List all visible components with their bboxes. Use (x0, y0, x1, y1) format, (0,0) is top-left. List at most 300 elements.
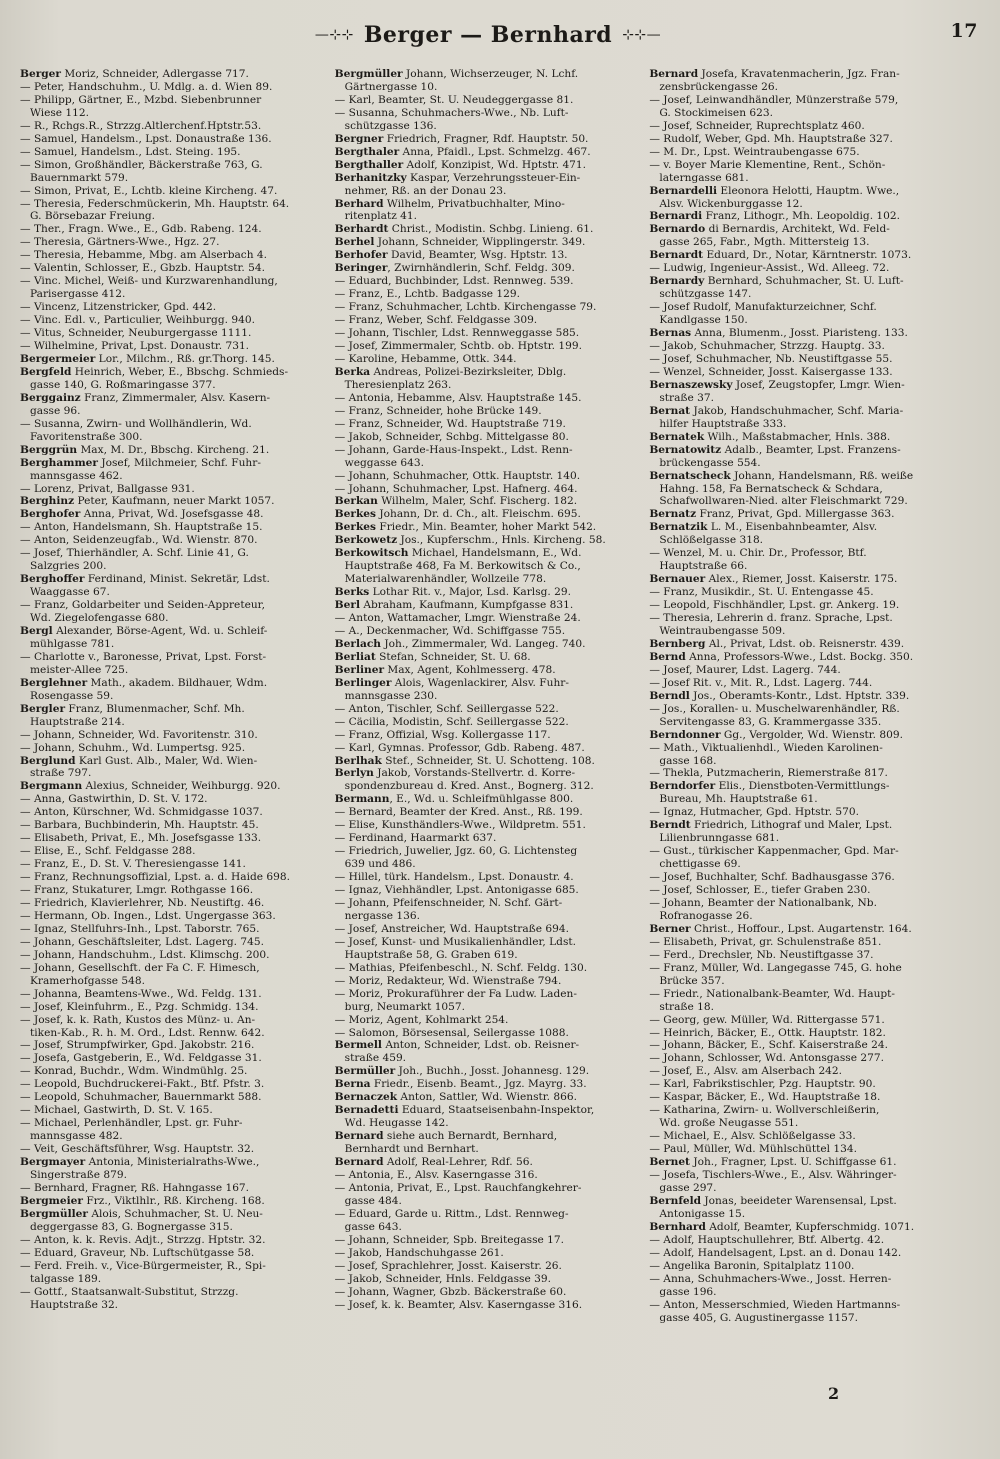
directory-entry (649, 716, 956, 729)
entry-text: weggasse 643. (344, 456, 424, 469)
entry-text: , E., Wd. u. Schleifmühlgasse 800. (389, 793, 574, 806)
directory-entry (335, 664, 642, 677)
directory-entry (649, 366, 956, 379)
entry-surname: Bergmüller (20, 1207, 88, 1220)
entry-surname: Berhard (334, 197, 384, 210)
directory-entry (20, 146, 327, 159)
entry-surname: Bergmüller (334, 68, 403, 80)
directory-entry (649, 249, 956, 262)
entry-text: — Johann, Schlosser, Wd. Antonsgasse 277. (649, 1052, 884, 1065)
entry-text: brückengasse 554. (659, 456, 761, 469)
entry-text: — Ignaz, Viehhändler, Lpst. Antonigasse 685. (334, 884, 579, 897)
entry-text: Christ., Modistin. Schbg. Linieng. 61. (388, 223, 594, 236)
entry-text: — Jakob, Schneider, Schbg. Mittelgasse 80. (334, 430, 569, 443)
entry-surname: Berghofer (20, 508, 81, 521)
directory-entry (649, 806, 956, 819)
entry-text: — Georg, gew. Müller, Wd. Rittergasse 571. (649, 1013, 885, 1026)
entry-text: — Josef, Strumpfwirker, Gpd. Jakobstr. 216. (20, 1039, 255, 1052)
entry-text: Michael, Handelsmann, E., Wd. (408, 547, 582, 560)
directory-entry (20, 1260, 327, 1273)
directory-entry (335, 625, 642, 638)
entry-surname: Berlyn (334, 767, 374, 780)
directory-entry (20, 1182, 327, 1195)
entry-text: Josefa, Kravatenmacherin, Jgz. Fran- (698, 68, 900, 80)
directory-entry (20, 910, 327, 923)
entry-text: — Anna, Schuhmachers-Wwe., Josst. Herren- (649, 1272, 892, 1285)
directory-entry (20, 1286, 327, 1299)
directory-entry (649, 742, 956, 755)
entry-surname: Bernas (649, 327, 692, 340)
entry-text: Lothar Rit. v., Major, Lsd. Karlsg. 29. (369, 586, 571, 599)
entry-text: Wiese 112. (30, 106, 90, 119)
directory-entry (649, 495, 956, 508)
directory-entry (335, 612, 642, 625)
entry-text: — Theresia, Lehrerin d. franz. Sprache, Lpst. (649, 612, 893, 625)
entry-text: Josef, Milchmeier, Schf. Fuhr- (98, 456, 261, 469)
entry-text: Elis., Dienstboten-Vermittlungs- (715, 780, 890, 793)
entry-text: Anna, Blumenm., Josst. Piaristeng. 133. (691, 327, 908, 340)
entry-text: — Johann, Tischler, Ldst. Rennweggasse 585. (334, 327, 580, 340)
entry-text: Materialwarenhändler, Wollzeile 778. (344, 573, 547, 586)
entry-surname: Berhardt (334, 223, 389, 236)
directory-entry (335, 742, 642, 755)
entry-text: — Franz, E., Lchtb. Badgasse 129. (334, 288, 520, 301)
entry-text: — Johann, Schuhmacher, Ottk. Hauptstr. 140. (334, 469, 581, 482)
directory-entry (335, 236, 642, 249)
directory-entry (20, 897, 327, 910)
entry-text: — Vinc. Edl. v., Particulier, Weihburgg. 940. (20, 314, 255, 327)
directory-entry (20, 780, 327, 793)
entry-text: — Elisabeth, Privat, gr. Schulenstraße 851. (649, 935, 882, 948)
directory-entry (20, 495, 327, 508)
directory-entry (335, 159, 642, 172)
directory-entry (649, 729, 956, 742)
entry-text: — Johanna, Beamtens-Wwe., Wd. Feldg. 131. (20, 987, 262, 1000)
entry-surname: Berlhak (334, 754, 382, 767)
directory-entry (20, 819, 327, 832)
entry-text: Hauptstraße 214. (30, 715, 125, 728)
entry-text: — Susanna, Zwirn- und Wollhändlerin, Wd. (20, 417, 252, 430)
entry-surname: Berks (334, 586, 370, 599)
entry-text: — Josef, Schlosser, E., tiefer Graben 230. (649, 884, 871, 897)
entry-surname: Bernfeld (649, 1194, 702, 1207)
directory-entry (335, 314, 642, 327)
directory-entry (649, 1130, 956, 1143)
entry-surname: Berner (649, 922, 691, 935)
entry-surname: Bermell (334, 1039, 382, 1052)
directory-entry (335, 573, 642, 586)
entry-text: Adalb., Beamter, Lpst. Franzens- (721, 443, 901, 456)
directory-entry (20, 1156, 327, 1169)
entry-text: meister-Allee 725. (30, 663, 129, 676)
entry-text: — Theresia, Federschmückerin, Mh. Hauptstr. 64. (20, 197, 290, 210)
directory-entry (649, 1273, 956, 1286)
directory-entry (20, 664, 327, 677)
directory-entry (20, 936, 327, 949)
directory-entry (649, 962, 956, 975)
directory-entry (335, 1104, 642, 1117)
directory-entry (649, 1221, 956, 1234)
entry-text: — Ludwig, Ingenieur-Assist., Wd. Alleeg. 72. (649, 262, 890, 275)
entry-text: chettigasse 69. (659, 858, 741, 871)
directory-entry (649, 81, 956, 94)
directory-entry (649, 560, 956, 573)
entry-text: Theresienplatz 263. (344, 378, 452, 391)
entry-text: — Josef, E., Alsv. am Alserbach 242. (649, 1065, 843, 1078)
entry-text: — Theresia, Hebamme, Mbg. am Alserbach 4. (20, 249, 268, 262)
entry-surname: Bernardt (649, 249, 704, 262)
entry-text: — Franz, Weber, Schf. Feldgasse 309. (334, 314, 538, 327)
entry-text: Jakob, Vorstands-Stellvertr. d. Korre- (373, 767, 576, 780)
column-2 (335, 68, 642, 1324)
directory-entry (649, 1286, 956, 1299)
entry-text: Anton, Schneider, Ldst. ob. Reisner- (381, 1039, 580, 1052)
directory-entry (335, 1286, 642, 1299)
directory-entry (20, 185, 327, 198)
directory-entry (335, 444, 642, 457)
directory-entry (649, 1091, 956, 1104)
directory-entry (649, 521, 956, 534)
directory-entry (649, 1143, 956, 1156)
entry-text: schützgasse 136. (344, 119, 437, 132)
directory-entry (20, 1001, 327, 1014)
entry-text: gasse 168. (659, 754, 717, 767)
directory-entry (335, 819, 642, 832)
entry-surname: Berndl (649, 689, 690, 702)
entry-text: G. Stockimeisen 623. (659, 106, 773, 119)
directory-entry (335, 793, 642, 806)
directory-entry (649, 1156, 956, 1169)
entry-text: — Wenzel, M. u. Chir. Dr., Professor, Btf. (649, 547, 867, 560)
directory-entry (649, 1065, 956, 1078)
directory-entry (335, 483, 642, 496)
entry-surname: Bernaczek (334, 1091, 398, 1104)
entry-text: — Josef, k. k. Rath, Kustos des Münz- u. An- (20, 1013, 256, 1026)
entry-text: Jos., Oberamts-Kontr., Ldst. Hptstr. 339. (689, 689, 910, 702)
entry-text: — Eduard, Garde u. Rittm., Ldst. Rennweg- (334, 1207, 569, 1220)
directory-entry (649, 1027, 956, 1040)
entry-text: — Susanna, Schuhmachers-Wwe., Nb. Luft- (334, 106, 569, 119)
directory-entry (649, 236, 956, 249)
entry-text: Anna, Pfaidl., Lpst. Schmelzg. 467. (399, 145, 591, 158)
directory-entry (335, 703, 642, 716)
directory-entry (335, 858, 642, 871)
directory-entry (649, 418, 956, 431)
entry-surname: Berliner (334, 663, 385, 676)
directory-entry (649, 1247, 956, 1260)
directory-entry (20, 314, 327, 327)
directory-entry (20, 236, 327, 249)
entry-text: — Simon, Privat, E., Lchtb. kleine Kircheng. 47. (20, 184, 278, 197)
directory-entry (335, 262, 642, 275)
directory-entry (335, 1052, 642, 1065)
entry-text: — Philipp, Gärtner, E., Mzbd. Siebenbrunner (20, 93, 262, 106)
directory-entry (649, 638, 956, 651)
entry-surname: Berndt (649, 819, 691, 832)
entry-text: David, Beamter, Wsg. Hptstr. 13. (387, 249, 568, 262)
entry-text: nehmer, Rß. an der Donau 23. (344, 184, 507, 197)
entry-text: Wilhelm, Maler, Schf. Fischerg. 182. (377, 495, 578, 508)
entry-text: Franz, Privat, Gpd. Millergasse 363. (696, 508, 895, 521)
entry-text: Rofranogasse 26. (659, 909, 753, 922)
entry-surname: Bernd (649, 650, 686, 663)
entry-text: Johann, Schneider, Wipplingerstr. 349. (374, 236, 586, 249)
directory-entry (649, 1195, 956, 1208)
entry-surname: Bernardelli (649, 184, 717, 197)
entry-surname: Bergler (20, 702, 66, 715)
entry-text: — Bernard, Beamter der Kred. Anst., Rß. 199. (334, 806, 583, 819)
entry-text: Wd. Heugasse 142. (344, 1117, 449, 1130)
entry-text: — Hillel, türk. Handelsm., Lpst. Donaustr. 4. (334, 871, 574, 884)
directory-entry (335, 716, 642, 729)
directory-entry (20, 431, 327, 444)
directory-entry (20, 729, 327, 742)
directory-entry (649, 327, 956, 340)
directory-entry (649, 457, 956, 470)
directory-entry (335, 1182, 642, 1195)
entry-text: Favoritenstraße 300. (30, 430, 143, 443)
directory-entry (335, 198, 642, 211)
directory-entry (20, 107, 327, 120)
directory-entry (20, 172, 327, 185)
entry-surname: Berhofer (334, 249, 388, 262)
directory-entry (649, 392, 956, 405)
entry-text: burg, Neumarkt 1057. (344, 1000, 466, 1013)
entry-surname: Berggainz (20, 391, 81, 404)
entry-surname: Bernberg (649, 637, 706, 650)
entry-surname: Bergmeier (20, 1194, 83, 1207)
entry-text: — Johann, Wagner, Gbzb. Bäckerstraße 60. (334, 1285, 567, 1298)
entry-surname: Bergl (20, 624, 53, 637)
entry-text: Antonia, Ministerialraths-Wwe., (85, 1156, 260, 1169)
entry-text: — Friedr., Nationalbank-Beamter, Wd. Haupt- (649, 987, 896, 1000)
entry-text: — Karl, Gymnas. Professor, Gdb. Rabeng. 487. (334, 741, 585, 754)
directory-entry (20, 962, 327, 975)
entry-text: — Ferd., Drechsler, Nb. Neustiftgasse 37. (649, 948, 874, 961)
directory-entry (335, 379, 642, 392)
directory-entry (20, 198, 327, 211)
directory-entry (20, 81, 327, 94)
entry-surname: Berna (334, 1078, 371, 1091)
directory-entry (335, 599, 642, 612)
directory-entry (649, 858, 956, 871)
directory-entry (335, 1001, 642, 1014)
directory-entry (649, 923, 956, 936)
directory-entry (649, 677, 956, 690)
entry-text: Adolf, Real-Lehrer, Rdf. 56. (383, 1156, 533, 1169)
directory-entry (20, 470, 327, 483)
directory-entry (20, 1104, 327, 1117)
entry-text: spondenzbureau d. Kred. Anst., Bognerg. 312. (344, 780, 594, 793)
entry-text: — Elisabeth, Privat, E., Mh. Josefsgasse 133. (20, 832, 262, 845)
directory-entry (335, 1117, 642, 1130)
entry-surname: Bernaszewsky (649, 378, 733, 391)
directory-entry (649, 314, 956, 327)
entry-text: — Jakob, Schuhmacher, Strzzg. Hauptg. 33. (649, 340, 885, 353)
entry-text: — Johann, Beamter der Nationalbank, Nb. (649, 897, 877, 909)
entry-text: — Josef, Thierhändler, A. Schf. Linie 41, G. (20, 547, 249, 560)
directory-entry (649, 793, 956, 806)
entry-text: — Konrad, Buchdr., Wdm. Windmühlg. 25. (20, 1065, 248, 1078)
entry-text: — R., Rchgs.R., Strzzg.Altlerchenf.Hptstr.53. (20, 119, 262, 132)
directory-entry (20, 1143, 327, 1156)
entry-text: Alois, Schuhmacher, St. U. Neu- (87, 1207, 263, 1220)
entry-text: — Elise, E., Schf. Feldgasse 288. (20, 845, 196, 858)
entry-text: Andreas, Polizei-Bezirksleiter, Dblg. (370, 365, 567, 378)
directory-entry (649, 832, 956, 845)
directory-entry (20, 1052, 327, 1065)
directory-entry (649, 884, 956, 897)
entry-text: — Johann, Schuhm., Wd. Lumpertsg. 925. (20, 741, 246, 754)
directory-entry (335, 172, 642, 185)
directory-entry (649, 1104, 956, 1117)
directory-entry (20, 638, 327, 651)
directory-entry (335, 1234, 642, 1247)
directory-entry (20, 159, 327, 172)
directory-entry (20, 457, 327, 470)
directory-entry (20, 1234, 327, 1247)
entry-text: — Vinc. Michel, Weiß- und Kurzwarenhandlung, (20, 275, 278, 288)
directory-entry (20, 1078, 327, 1091)
directory-entry (335, 94, 642, 107)
directory-entry (20, 884, 327, 897)
entry-text: — Karoline, Hebamme, Ottk. 344. (334, 352, 517, 365)
entry-text: — Josefa, Gastgeberin, E., Wd. Feldgasse 31. (20, 1052, 262, 1065)
directory-entry (649, 612, 956, 625)
directory-entry (20, 1247, 327, 1260)
directory-entry (649, 340, 956, 353)
entry-text: Parisergasse 412. (30, 288, 126, 301)
directory-entry (335, 949, 642, 962)
directory-entry (649, 146, 956, 159)
entry-text: — Mathias, Pfeifenbeschl., N. Schf. Feldg. 130. (334, 961, 588, 974)
directory-entry (20, 703, 327, 716)
entry-text: — Elise, Kunsthändlers-Wwe., Wildpretm. 551. (334, 819, 586, 832)
entry-text: — Anton, Handelsmann, Sh. Hauptstraße 15. (20, 521, 263, 534)
directory-entry (649, 223, 956, 236)
entry-text: Josef, Zeugstopfer, Lmgr. Wien- (732, 378, 905, 391)
entry-text: Rosengasse 59. (30, 689, 114, 702)
entry-surname: Berghoffer (20, 573, 85, 586)
directory-entry (20, 677, 327, 690)
entry-text: Stef., Schneider, St. U. Schotteng. 108. (381, 754, 595, 767)
entry-text: Moriz, Schneider, Adlergasse 717. (61, 68, 249, 80)
directory-entry (335, 457, 642, 470)
directory-entry (335, 1091, 642, 1104)
entry-text: Kandlgasse 150. (659, 314, 748, 327)
entry-surname: Berghammer (20, 456, 98, 469)
entry-surname: Bergmayer (20, 1156, 86, 1169)
entry-text: Franz, Blumenmacher, Schf. Mh. (65, 702, 245, 715)
entry-text: Abraham, Kaufmann, Kumpfgasse 831. (359, 599, 574, 612)
directory-entry (649, 690, 956, 703)
entry-surname: Berglehner (20, 676, 88, 689)
entry-text: Anna, Professors-Wwe., Ldst. Bockg. 350. (685, 650, 914, 663)
entry-text: — Paul, Müller, Wd. Mühlschüttel 134. (649, 1143, 857, 1156)
directory-entry (20, 1273, 327, 1286)
directory-entry (20, 793, 327, 806)
entry-text: di Bernardis, Architekt, Wd. Feld- (705, 223, 890, 236)
directory-entry (649, 767, 956, 780)
entry-text: — Eduard, Graveur, Nb. Luftschütgasse 58. (20, 1246, 255, 1259)
directory-entry (335, 223, 642, 236)
entry-text: — Franz, E., D. St. V. Theresiengasse 141. (20, 858, 246, 871)
entry-surname: Berhel (334, 236, 375, 249)
directory-entry (335, 638, 642, 651)
directory-entry (649, 1039, 956, 1052)
directory-entry (20, 1039, 327, 1052)
entry-text: straße 459. (344, 1052, 407, 1065)
signature-mark: 2 (828, 1384, 840, 1403)
entry-text: talgasse 189. (30, 1272, 102, 1285)
directory-entry (649, 534, 956, 547)
directory-entry (20, 366, 327, 379)
entry-text: — Jakob, Schneider, Hnls. Feldgasse 39. (334, 1272, 551, 1285)
entry-text: straße 37. (659, 391, 714, 404)
directory-entry (649, 301, 956, 314)
entry-surname: Berhanitzky (334, 171, 407, 184)
directory-entry (335, 871, 642, 884)
directory-entry (649, 949, 956, 962)
entry-text: Wilh., Maßstabmacher, Hnls. 388. (704, 430, 891, 443)
directory-entry (335, 1130, 642, 1143)
entry-text: — Anton, Tischler, Schf. Seillergasse 522. (334, 702, 559, 715)
entry-text: — Franz, Schuhmacher, Lchtb. Kirchengasse 79. (334, 301, 597, 314)
directory-entry (20, 1221, 327, 1234)
entry-text: — Josef Rudolf, Manufakturzeichner, Schf. (649, 301, 877, 314)
entry-text: — Anna, Gastwirthin, D. St. V. 172. (20, 793, 208, 806)
entry-text: Brücke 357. (659, 974, 725, 987)
directory-entry (335, 1273, 642, 1286)
entry-surname: Bergthaller (334, 158, 404, 171)
entry-text: — Peter, Handschuhm., U. Mdlg. a. d. Wien 89. (20, 80, 273, 93)
directory-entry (20, 210, 327, 223)
entry-text: — Johann, Schneider, Wd. Favoritenstr. 310. (20, 728, 258, 741)
entry-text: — Johann, Bäcker, E., Schf. Kaiserstraße 24. (649, 1039, 888, 1052)
entry-surname: Bernadetti (334, 1104, 399, 1117)
directory-entry (335, 677, 642, 690)
entry-text: — Michael, Perlenhändler, Lpst. gr. Fuhr- (20, 1117, 243, 1130)
entry-text: Hauptstraße 32. (30, 1298, 119, 1311)
directory-entry (20, 975, 327, 988)
directory-entry (20, 716, 327, 729)
entry-text: hilfer Hauptstraße 333. (659, 417, 787, 430)
entry-text: Frz., Viktlhlr., Rß. Kircheng. 168. (82, 1194, 265, 1207)
entry-text: — Anton, Wattamacher, Lmgr. Wienstraße 24. (334, 612, 581, 625)
entry-text: — Veit, Geschäftsführer, Wsg. Hauptstr. 32. (20, 1143, 255, 1156)
directory-entry (20, 1299, 327, 1312)
directory-entry (335, 534, 642, 547)
directory-entry (335, 521, 642, 534)
directory-entry (20, 586, 327, 599)
entry-text: — Lorenz, Privat, Ballgasse 931. (20, 482, 195, 495)
entry-text: — Antonia, Privat, E., Lpst. Rauchfangkehrer- (334, 1181, 582, 1194)
entry-surname: Bernatscheck (649, 469, 731, 482)
directory-entry (335, 418, 642, 431)
entry-text: — Michael, E., Alsv. Schlößelgasse 33. (649, 1130, 856, 1143)
entry-text: — Math., Viktualienhdl., Wieden Karolinen- (649, 741, 883, 754)
entry-text: — Johann, Pfeifenschneider, N. Schf. Gärt- (334, 897, 563, 909)
directory-entry (20, 599, 327, 612)
entry-text: Lor., Milchm., Rß. gr.Thorg. 145. (95, 352, 275, 365)
directory-entry (20, 612, 327, 625)
entry-text: — v. Boyer Marie Klementine, Rent., Schön- (649, 158, 886, 171)
directory-entry (335, 353, 642, 366)
entry-surname: Bernatek (649, 430, 705, 443)
directory-entry (20, 988, 327, 1001)
entry-text: — Ther., Fragn. Wwe., E., Gdb. Rabeng. 124. (20, 223, 262, 236)
directory-entry (20, 444, 327, 457)
